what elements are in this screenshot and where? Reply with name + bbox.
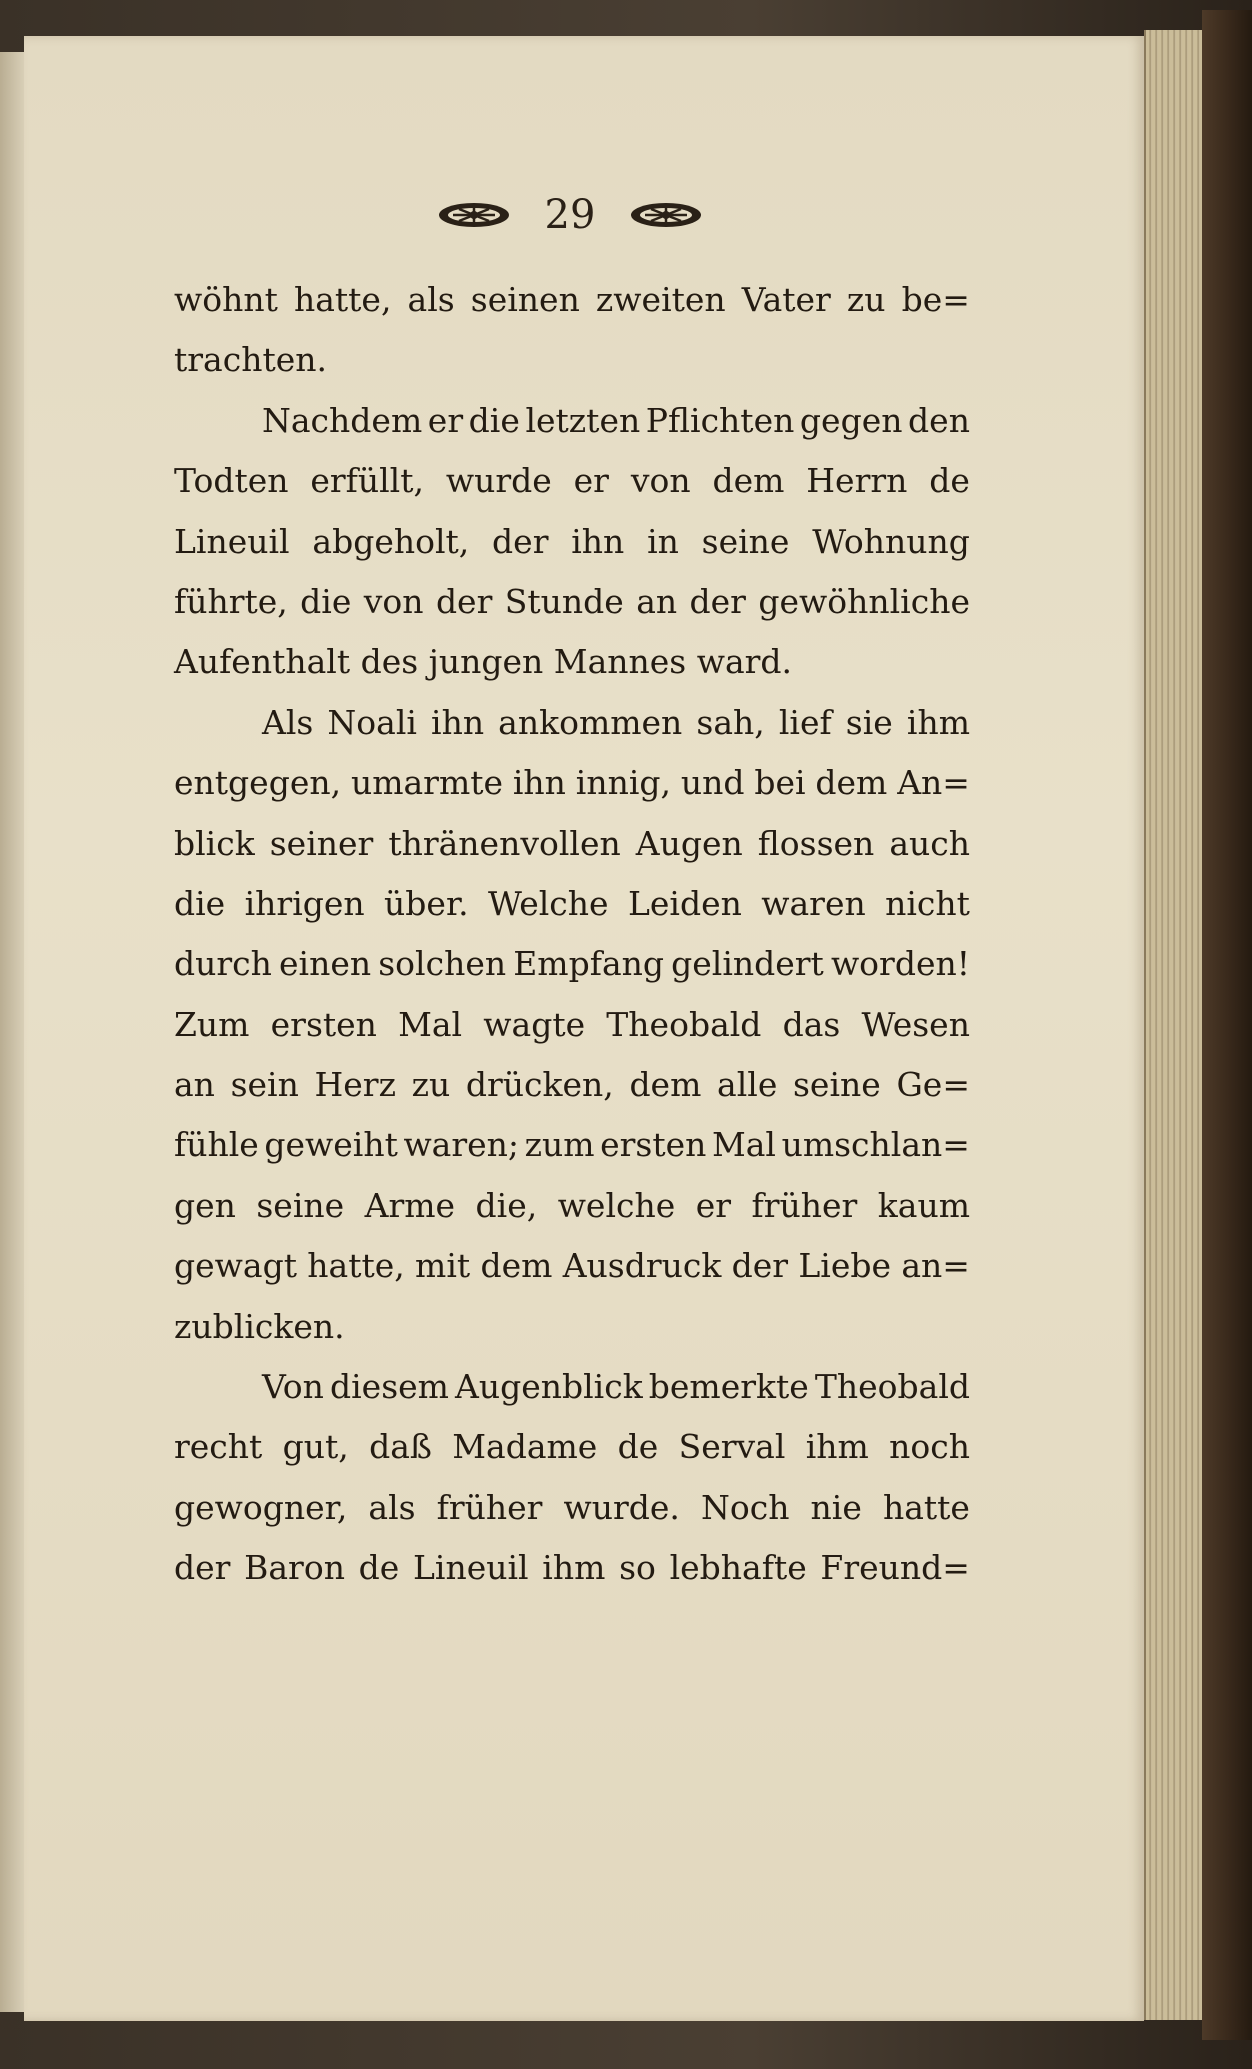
text-line: durch einen solchen Empfang gelindert worden!	[174, 944, 970, 984]
text-line: gewagt hatte, mit dem Ausdruck der Liebe an=	[174, 1246, 970, 1286]
book-cover-edge	[1202, 10, 1252, 2040]
text-line: Aufenthalt des jungen Mannes ward.	[174, 642, 793, 682]
left-ornament-icon	[437, 198, 511, 232]
text-line: Als Noali ihn ankommen sah, lief sie ihm	[262, 702, 970, 742]
text-line: zublicken.	[174, 1306, 345, 1346]
text-line: entgegen, umarmte ihn innig, und bei dem An=	[174, 763, 970, 803]
text-line: Lineuil abgeholt, der ihn in seine Wohnung	[174, 521, 970, 561]
text-line: an sein Herz zu drücken, dem alle seine Ge=	[174, 1065, 970, 1105]
right-ornament-icon	[629, 198, 703, 232]
text-line: fühle geweiht waren; zum ersten Mal umschlan=	[174, 1125, 970, 1165]
text-line: gewogner, als früher wurde. Noch nie hatte	[174, 1487, 970, 1527]
text-line: führte, die von der Stunde an der gewöhnliche	[174, 581, 970, 621]
text-line: der Baron de Lineuil ihm so lebhafte Freund=	[174, 1548, 970, 1588]
text-line: trachten.	[174, 340, 327, 380]
left-page-edge	[0, 52, 26, 2012]
text-line: Todten erfüllt, wurde er von dem Herrn de	[174, 461, 970, 501]
text-line: recht gut, daß Madame de Serval ihm noch	[174, 1427, 970, 1467]
text-line: Zum ersten Mal wagte Theobald das Wesen	[174, 1004, 970, 1044]
page-header	[410, 180, 730, 250]
text-line: Von diesem Augenblick bemerkte Theobald	[262, 1367, 970, 1407]
text-line: blick seiner thränenvollen Augen flossen auch	[174, 823, 970, 863]
page-number: 29	[544, 192, 596, 238]
text-line: wöhnt hatte, als seinen zweiten Vater zu be=	[174, 280, 970, 319]
page-block-edges	[1144, 30, 1204, 2020]
text-line: gen seine Arme die, welche er früher kaum	[174, 1185, 970, 1225]
body-text	[174, 270, 970, 1599]
text-line: Nachdem er die letzten Pflichten gegen den	[262, 400, 970, 440]
text-line: die ihrigen über. Welche Leiden waren nicht	[174, 883, 970, 923]
